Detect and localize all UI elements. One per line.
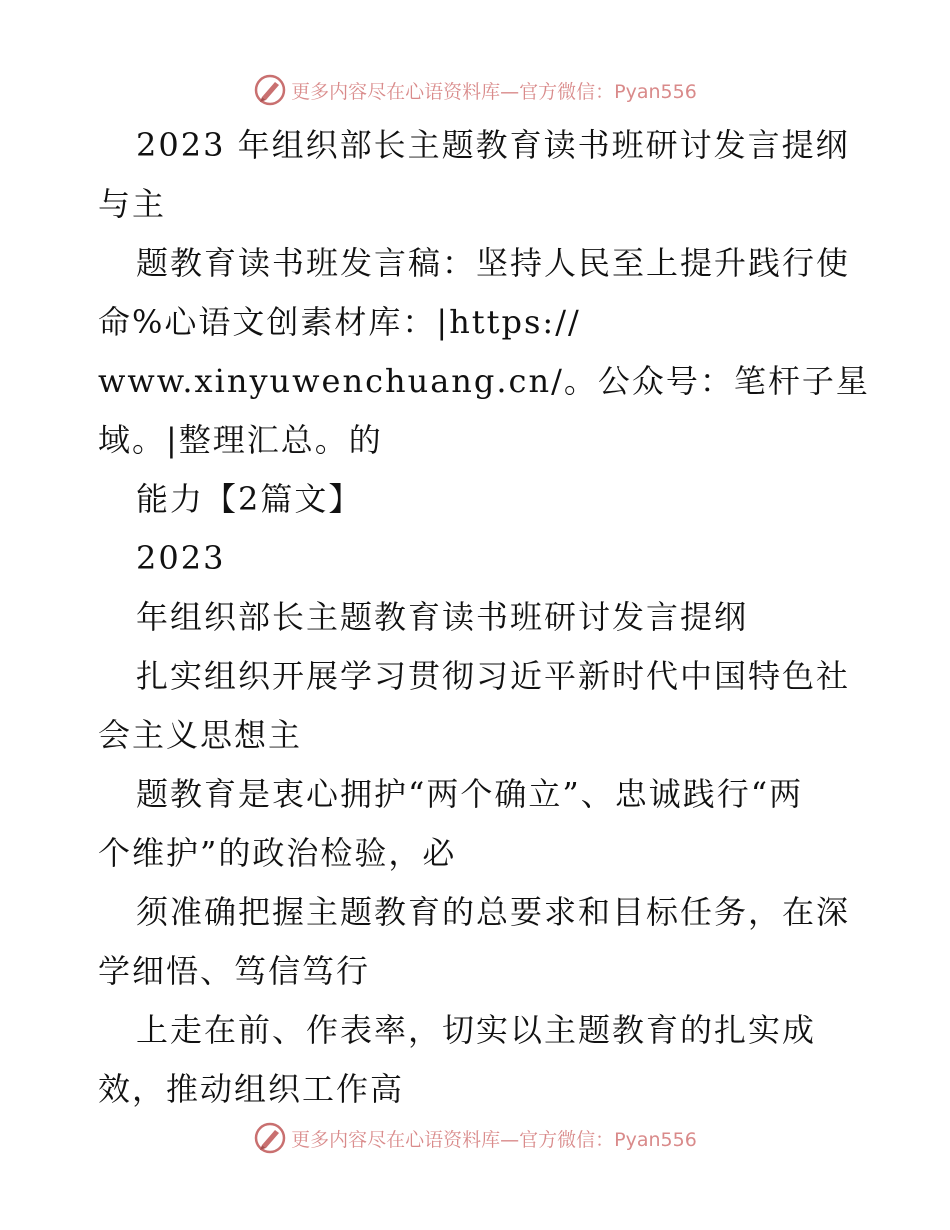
- text-line: 效，推动组织工作高: [98, 1070, 405, 1108]
- text-line: 会主义思想主: [98, 716, 303, 754]
- text-line: www.xinyuwenchuang.cn/。公众号：笔杆子星: [98, 362, 870, 400]
- text-line: 能力【2篇文】: [136, 480, 363, 518]
- text-line: 个维护”的政治检验，必: [98, 834, 457, 872]
- text-line: 域。|整理汇总。的: [98, 421, 383, 459]
- watermark-text: 更多内容尽在心语资料库—官方微信：Pyan556: [291, 1128, 697, 1151]
- text-line: 学细悟、笃信笃行: [98, 952, 371, 990]
- watermark-text: 更多内容尽在心语资料库—官方微信：Pyan556: [291, 80, 697, 103]
- text-line: 题教育是衷心拥护“两个确立”、忠诚践行“两: [136, 775, 804, 813]
- text-line: 2023 年组织部长主题教育读书班研讨发言提纲: [136, 126, 850, 164]
- pen-logo-icon: [253, 73, 287, 107]
- watermark-banner-top: [0, 70, 950, 110]
- document-body: [98, 116, 870, 1119]
- pen-logo-icon: [253, 1121, 287, 1155]
- watermark-banner-bottom: [0, 1118, 950, 1158]
- text-line: 与主: [98, 185, 167, 223]
- text-line: 上走在前、作表率，切实以主题教育的扎实成: [136, 1011, 817, 1049]
- text-line: 扎实组织开展学习贯彻习近平新时代中国特色社: [136, 657, 851, 695]
- text-line: 题教育读书班发言稿：坚持人民至上提升践行使: [136, 244, 851, 282]
- text-line: 须准确把握主题教育的总要求和目标任务，在深: [136, 893, 851, 931]
- text-line: 2023: [136, 539, 226, 577]
- text-line: 命%心语文创素材库：|https://: [98, 303, 581, 341]
- text-line: 年组织部长主题教育读书班研讨发言提纲: [136, 598, 749, 636]
